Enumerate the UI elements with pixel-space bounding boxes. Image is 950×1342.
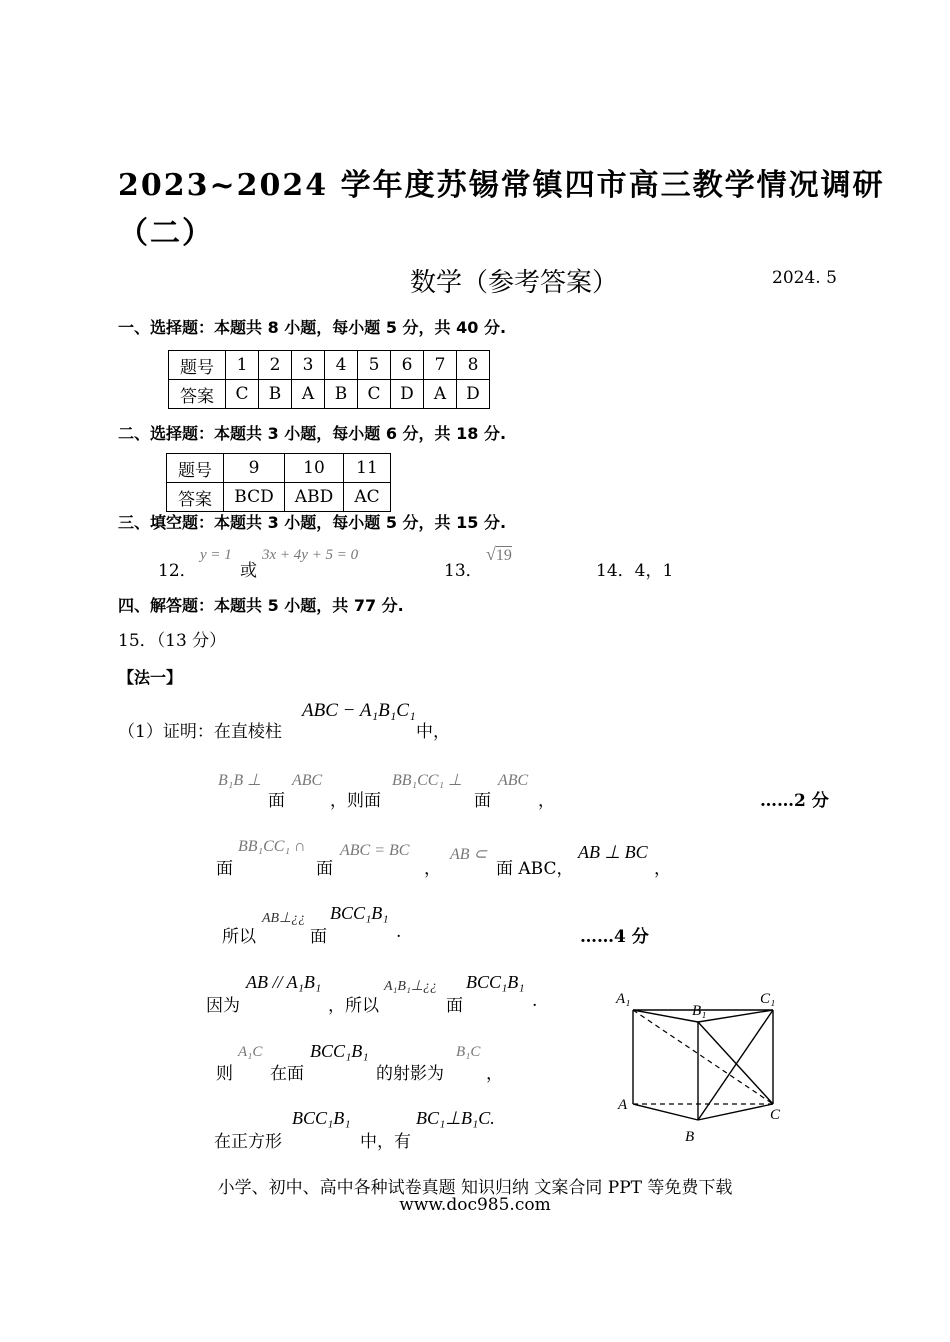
text: 面 (310, 927, 327, 947)
answer-cell: AC (344, 483, 391, 512)
text: ， (486, 1064, 503, 1084)
math-expr: BCC₁B₁ (292, 1108, 351, 1128)
answer-cell: D (457, 380, 490, 409)
question-number: 5 (358, 351, 391, 380)
text: 面 (316, 859, 333, 879)
text: ， (654, 859, 671, 879)
q13-number: 13． (444, 561, 483, 581)
label-c: C (770, 1107, 781, 1123)
table-row (167, 483, 391, 512)
math-expr: AB ⊂ (450, 846, 487, 863)
page-title: 2023~2024 学年度苏锡常镇四市高三教学情况调研 (118, 168, 885, 203)
math-expr: BCC₁B₁ (330, 903, 389, 923)
q12-answer-b: 3x + 4y + 5 = 0 (262, 547, 359, 563)
prism-name: ABC − A₁B₁C₁ (302, 700, 416, 721)
answer-cell: B (325, 380, 358, 409)
text: 在面 (270, 1064, 304, 1084)
question-number: 3 (292, 351, 325, 380)
sqrt-symbol: √ (486, 544, 496, 564)
q12-number: 12． (158, 561, 197, 581)
text: 面 (446, 996, 463, 1016)
math-expr: B₁C (456, 1044, 481, 1060)
row-label: 题号 (167, 454, 224, 483)
math-expr: ABC (498, 772, 529, 789)
edge-b1c (698, 1022, 773, 1104)
footer-text: 小学、初中、高中各种试卷真题 知识归纳 文案合同 PPT 等免费下载 (217, 1178, 733, 1198)
text: ， (424, 859, 441, 879)
answer-cell: BCD (224, 483, 285, 512)
math-expr: A₁B₁⊥¿¿ (384, 979, 438, 994)
question-number: 9 (224, 454, 285, 483)
page-title-part2: （二） (118, 216, 214, 251)
text: . (532, 991, 538, 1011)
math-expr: BB₁CC₁ ∩ (238, 838, 306, 855)
label-b1: B₁ (692, 1003, 707, 1019)
text: ，所以 (328, 996, 379, 1016)
text: 因为 (206, 996, 240, 1016)
table-row (169, 380, 490, 409)
answer-cell: C (358, 380, 391, 409)
hidden-edges (633, 1010, 773, 1104)
answer-table-1 (168, 350, 490, 409)
q13-radicand: 19 (495, 547, 512, 564)
text: ， (538, 791, 555, 811)
question-number: 7 (424, 351, 457, 380)
q12-answer-a: y = 1 (200, 547, 232, 563)
math-expr: BCC₁B₁ (466, 972, 525, 992)
math-expr: B₁B ⊥ (218, 772, 262, 789)
question-number: 1 (226, 351, 259, 380)
text: 则 (216, 1064, 233, 1084)
math-expr: ABC = BC (340, 842, 410, 859)
footer-url: www.doc985.com (399, 1195, 551, 1215)
q15-heading: 15．（13 分） (118, 631, 227, 651)
section2-heading: 二、选择题：本题共 3 小题，每小题 6 分，共 18 分. (118, 424, 507, 443)
text: . (396, 922, 402, 942)
text: 的射影为 (376, 1064, 444, 1084)
row-label: 题号 (169, 351, 226, 380)
proof-intro: （1）证明：在直棱柱 (118, 722, 282, 742)
row-label: 答案 (169, 380, 226, 409)
answer-cell: B (259, 380, 292, 409)
answer-table-2 (166, 453, 391, 512)
text: 面 (216, 859, 233, 879)
q12-or: 或 (240, 561, 257, 581)
question-number: 4 (325, 351, 358, 380)
label-a1: A₁ (616, 991, 631, 1007)
table-row (169, 351, 490, 380)
section3-heading: 三、填空题：本题共 3 小题，每小题 5 分，共 15 分. (118, 513, 507, 532)
question-number: 6 (391, 351, 424, 380)
text: 所以 (222, 927, 256, 947)
label-b: B (685, 1129, 695, 1145)
text: 面 (474, 791, 491, 811)
question-number: 11 (344, 454, 391, 483)
answer-cell: ABD (285, 483, 344, 512)
answer-cell: A (424, 380, 457, 409)
math-expr: BCC₁B₁ (310, 1041, 369, 1061)
score-mark: ……4 分 (580, 927, 649, 947)
answer-cell: D (391, 380, 424, 409)
answer-cell: A (292, 380, 325, 409)
math-expr: A₁C (238, 1044, 263, 1060)
row-label: 答案 (167, 483, 224, 512)
edge-bc (698, 1104, 773, 1120)
text: 在正方形 (214, 1132, 282, 1152)
question-number: 2 (259, 351, 292, 380)
text: 中，有 (360, 1132, 411, 1152)
math-expr: BB₁CC₁ ⊥ (392, 772, 462, 789)
text: 面 (268, 791, 285, 811)
edge-a1c-hidden (633, 1010, 773, 1104)
math-expr: AB⊥¿¿ (262, 911, 306, 926)
text: ，则面 (330, 791, 381, 811)
question-number: 8 (457, 351, 490, 380)
text: 中， (416, 722, 450, 742)
method-label: 【法一】 (118, 668, 183, 687)
section1-heading: 一、选择题：本题共 8 小题，每小题 5 分，共 40 分. (118, 318, 507, 337)
answer-cell: C (226, 380, 259, 409)
label-c1: C₁ (760, 991, 776, 1007)
q14-answer: 14．4，1 (596, 561, 674, 581)
q13-answer (486, 544, 512, 565)
edge-ab (633, 1104, 698, 1120)
label-a: A (618, 1097, 628, 1113)
score-mark: ……2 分 (760, 791, 829, 811)
subject-heading: 数学（参考答案） (410, 268, 619, 298)
date: 2024. 5 (772, 268, 837, 288)
text: 面 ABC， (496, 859, 574, 879)
edge-b1c1 (698, 1010, 773, 1022)
math-expr: AB ⊥ BC (578, 842, 648, 862)
section4-heading: 四、解答题：本题共 5 小题，共 77 分. (118, 596, 404, 615)
math-expr: BC₁⊥B₁C. (416, 1108, 495, 1128)
table-row (167, 454, 391, 483)
prism-figure (610, 985, 790, 1150)
math-expr: ABC (292, 772, 323, 789)
math-expr: AB // A₁B₁ (246, 972, 322, 992)
question-number: 10 (285, 454, 344, 483)
